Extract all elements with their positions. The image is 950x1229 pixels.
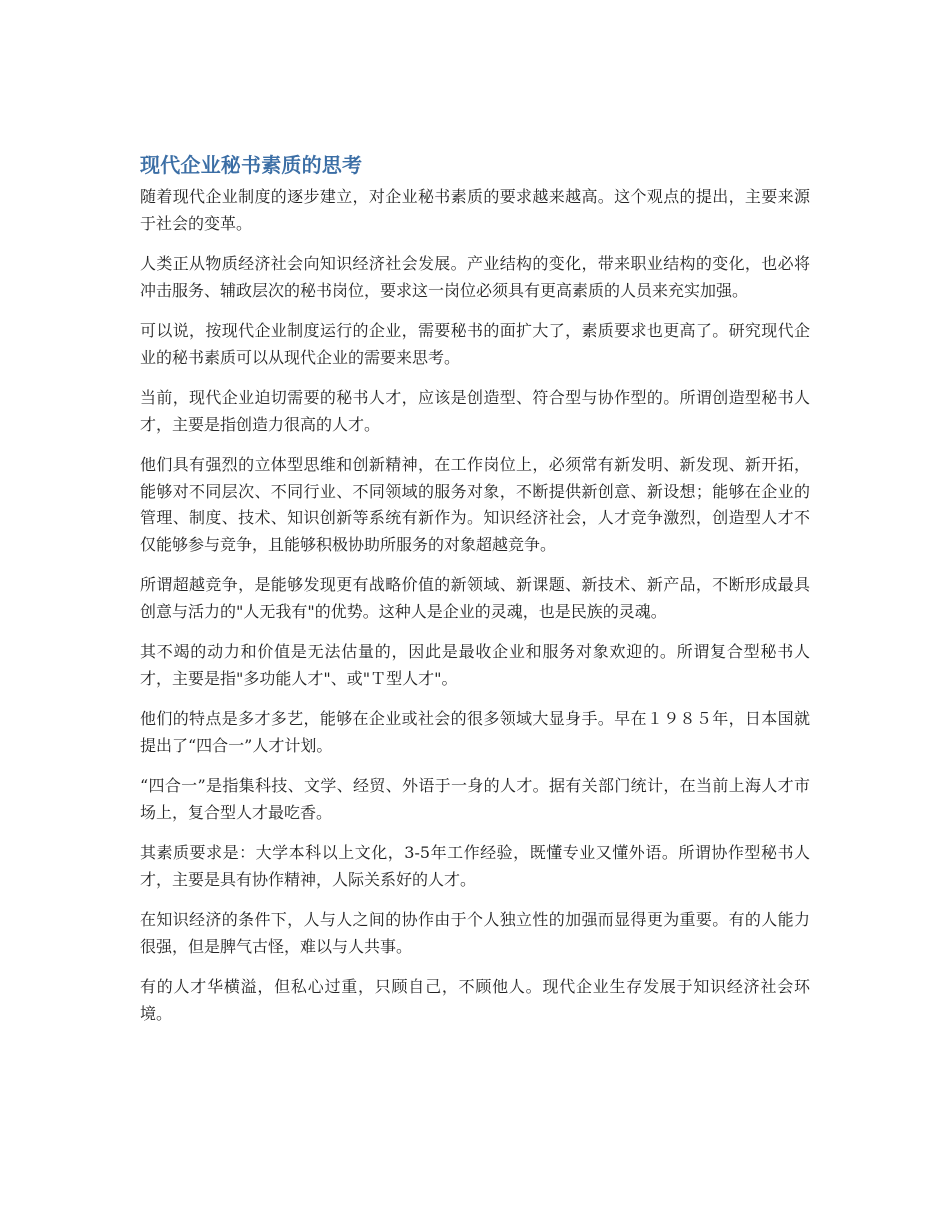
paragraph-8: 他们的特点是多才多艺，能够在企业或社会的很多领域大显身手。早在１９８５年，日本国就提出了“四合一”人才计划。 [140, 709, 810, 755]
document-title: 现代企业秘书素质的思考 [140, 153, 363, 177]
paragraph-10: 其素质要求是：大学本科以上文化，3-5年工作经验，既懂专业又懂外语。所谓协作型秘书人才，主要是具有协作精神，人际关系好的人才。 [140, 843, 810, 889]
paragraph-1: 随着现代企业制度的逐步建立，对企业秘书素质的要求越来越高。这个观点的提出，主要来源于社会的变革。 [140, 187, 810, 233]
paragraph-12: 有的人才华横溢，但私心过重，只顾自己，不顾他人。现代企业生存发展于知识经济社会环境。 [140, 977, 810, 1023]
paragraph-6: 所谓超越竞争，是能够发现更有战略价值的新领域、新课题、新技术、新产品，不断形成最具创意与活力的"人无我有"的优势。这种人是企业的灵魂，也是民族的灵魂。 [140, 575, 810, 621]
paragraph-3: 可以说，按现代企业制度运行的企业，需要秘书的面扩大了，素质要求也更高了。研究现代企业的秘书素质可以从现代企业的需要来思考。 [140, 321, 810, 367]
paragraph-11: 在知识经济的条件下，人与人之间的协作由于个人独立性的加强而显得更为重要。有的人能力很强，但是脾气古怪，难以与人共事。 [140, 910, 810, 956]
paragraph-5: 他们具有强烈的立体型思维和创新精神，在工作岗位上，必须常有新发明、新发现、新开拓，能够对不同层次、不同行业、不同领域的服务对象，不断提供新创意、新设想；能够在企业的管理、制度、技术、知识创新等系统有新作为。知识经济社会，人才竞争激烈，创造型人才不仅能够参与竞争，且能够积极协助所服务的对象超越竞争。 [140, 455, 810, 554]
paragraph-9: “四合一”是指集科技、文学、经贸、外语于一身的人才。据有关部门统计，在当前上海人才市场上，复合型人才最吃香。 [140, 776, 810, 822]
document-body [140, 150, 810, 1041]
paragraph-4: 当前，现代企业迫切需要的秘书人才，应该是创造型、符合型与协作型的。所谓创造型秘书人才，主要是指创造力很高的人才。 [140, 388, 810, 434]
paragraph-2: 人类正从物质经济社会向知识经济社会发展。产业结构的变化，带来职业结构的变化，也必将冲击服务、辅政层次的秘书岗位，要求这一岗位必须具有更高素质的人员来充实加强。 [140, 254, 810, 300]
paragraph-7: 其不竭的动力和价值是无法估量的，因此是最收企业和服务对象欢迎的。所谓复合型秘书人才，主要是指"多功能人才"、或"Ｔ型人才"。 [140, 642, 810, 688]
